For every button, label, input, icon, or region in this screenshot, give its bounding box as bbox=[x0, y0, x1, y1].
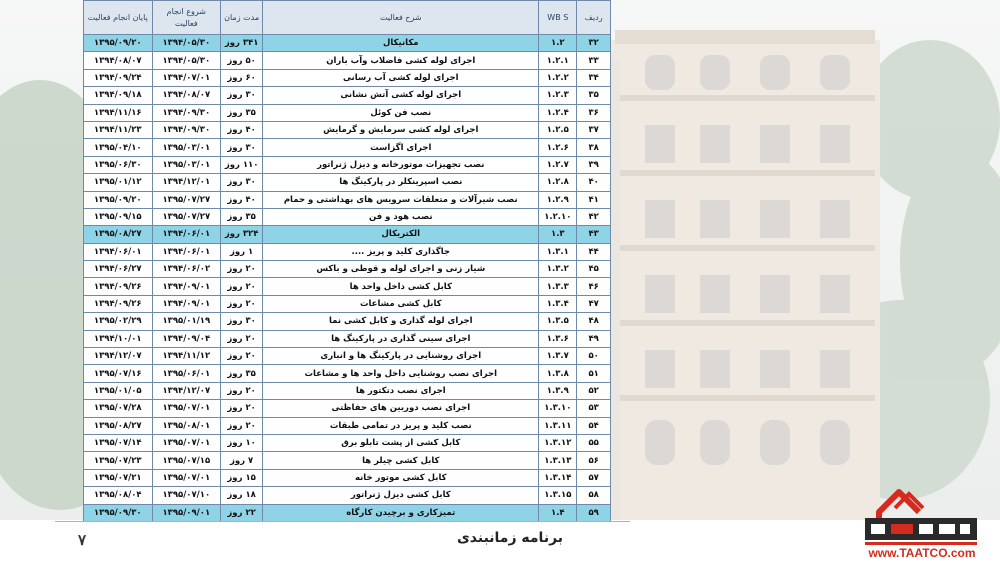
activity-cell: اجرای نصب روشنایی داخل واحد ها و مشاعات bbox=[263, 365, 539, 382]
table-row bbox=[84, 121, 611, 138]
end-date-cell: ۱۳۹۵/۰۷/۱۶ bbox=[84, 365, 153, 382]
table-row bbox=[84, 469, 611, 486]
start-date-cell: ۱۳۹۴/۰۵/۳۰ bbox=[152, 35, 221, 52]
row-number-cell: ۵۱ bbox=[577, 365, 611, 382]
row-number-cell: ۴۳ bbox=[577, 226, 611, 243]
header-start: شروع انجام فعالیت bbox=[152, 1, 221, 35]
footer-title: برنامه زمانبندی bbox=[456, 530, 564, 546]
activity-cell: نصب شیرآلات و متعلقات سرویس های بهداشتی و حمام bbox=[263, 191, 539, 208]
row-number-cell: ۳۹ bbox=[577, 156, 611, 173]
start-date-cell: ۱۳۹۴/۰۸/۰۷ bbox=[152, 87, 221, 104]
end-date-cell: ۱۳۹۵/۰۸/۲۷ bbox=[84, 226, 153, 243]
table-row bbox=[84, 261, 611, 278]
start-date-cell: ۱۳۹۵/۰۷/۱۵ bbox=[152, 452, 221, 469]
end-date-cell: ۱۳۹۵/۰۱/۰۵ bbox=[84, 382, 153, 399]
row-number-cell: ۵۷ bbox=[577, 469, 611, 486]
end-date-cell: ۱۳۹۴/۰۶/۲۷ bbox=[84, 261, 153, 278]
wbs-cell: ۱.۲.۱ bbox=[539, 52, 577, 69]
wbs-cell: ۱.۳.۱۳ bbox=[539, 452, 577, 469]
duration-cell: ۷ روز bbox=[221, 452, 263, 469]
duration-cell: ۳۴۱ روز bbox=[221, 35, 263, 52]
activity-cell: الکتریکال bbox=[263, 226, 539, 243]
row-number-cell: ۴۴ bbox=[577, 243, 611, 260]
start-date-cell: ۱۳۹۵/۰۳/۰۱ bbox=[152, 156, 221, 173]
start-date-cell: ۱۳۹۴/۰۹/۰۱ bbox=[152, 278, 221, 295]
duration-cell: ۱۸ روز bbox=[221, 487, 263, 504]
end-date-cell: ۱۳۹۴/۰۹/۱۸ bbox=[84, 87, 153, 104]
wbs-cell: ۱.۲.۲ bbox=[539, 69, 577, 86]
activity-cell: جاگذاری کلید و پریز .... bbox=[263, 243, 539, 260]
end-date-cell: ۱۳۹۴/۰۹/۲۶ bbox=[84, 278, 153, 295]
wbs-cell: ۱.۲.۸ bbox=[539, 174, 577, 191]
row-number-cell: ۵۳ bbox=[577, 400, 611, 417]
table-body bbox=[84, 35, 611, 522]
activity-cell: اجرای لوله کشی سرمایش و گرمایش bbox=[263, 121, 539, 138]
schedule-table bbox=[83, 0, 611, 522]
footer-divider bbox=[55, 521, 630, 522]
activity-cell: نصب اسپرینکلر در پارکینگ ها bbox=[263, 174, 539, 191]
end-date-cell: ۱۳۹۴/۱۰/۰۱ bbox=[84, 330, 153, 347]
wbs-cell: ۱.۲.۱۰ bbox=[539, 208, 577, 225]
duration-cell: ۴۰ روز bbox=[221, 191, 263, 208]
row-number-cell: ۳۸ bbox=[577, 139, 611, 156]
duration-cell: ۱ روز bbox=[221, 243, 263, 260]
start-date-cell: ۱۳۹۴/۰۶/۰۱ bbox=[152, 243, 221, 260]
row-number-cell: ۳۷ bbox=[577, 121, 611, 138]
table-row bbox=[84, 52, 611, 69]
end-date-cell: ۱۳۹۴/۰۶/۰۱ bbox=[84, 243, 153, 260]
wbs-cell: ۱.۲.۹ bbox=[539, 191, 577, 208]
row-number-cell: ۵۶ bbox=[577, 452, 611, 469]
activity-cell: نصب کلید و پریز در تمامی طبقات bbox=[263, 417, 539, 434]
activity-cell: اجرای لوله کشی فاضلاب وآب باران bbox=[263, 52, 539, 69]
start-date-cell: ۱۳۹۴/۰۶/۰۲ bbox=[152, 261, 221, 278]
activity-cell: نصب فن کوئل bbox=[263, 104, 539, 121]
duration-cell: ۳۰ روز bbox=[221, 139, 263, 156]
activity-cell: اجرای روشنایی در پارکینگ ها و انباری bbox=[263, 348, 539, 365]
table-row bbox=[84, 434, 611, 451]
start-date-cell: ۱۳۹۵/۰۷/۰۱ bbox=[152, 400, 221, 417]
start-date-cell: ۱۳۹۴/۰۹/۰۱ bbox=[152, 295, 221, 312]
row-number-cell: ۵۴ bbox=[577, 417, 611, 434]
row-number-cell: ۵۵ bbox=[577, 434, 611, 451]
end-date-cell: ۱۳۹۵/۰۲/۲۹ bbox=[84, 313, 153, 330]
row-number-cell: ۵۲ bbox=[577, 382, 611, 399]
row-number-cell: ۴۵ bbox=[577, 261, 611, 278]
activity-cell: مکانیکال bbox=[263, 35, 539, 52]
table-group-row bbox=[84, 226, 611, 243]
table-row bbox=[84, 417, 611, 434]
duration-cell: ۳۰ روز bbox=[221, 174, 263, 191]
table-row bbox=[84, 69, 611, 86]
wbs-cell: ۱.۳.۳ bbox=[539, 278, 577, 295]
table-row bbox=[84, 295, 611, 312]
wbs-cell: ۱.۲.۷ bbox=[539, 156, 577, 173]
activity-cell: شیار زنی و اجرای لوله و قوطی و باکس bbox=[263, 261, 539, 278]
start-date-cell: ۱۳۹۴/۱۲/۰۷ bbox=[152, 382, 221, 399]
end-date-cell: ۱۳۹۵/۰۴/۱۰ bbox=[84, 139, 153, 156]
duration-cell: ۳۵ روز bbox=[221, 208, 263, 225]
start-date-cell: ۱۳۹۵/۰۶/۰۱ bbox=[152, 365, 221, 382]
duration-cell: ۱۵ روز bbox=[221, 469, 263, 486]
activity-cell: کابل کشی موتور خانه bbox=[263, 469, 539, 486]
table-row bbox=[84, 104, 611, 121]
row-number-cell: ۴۷ bbox=[577, 295, 611, 312]
row-number-cell: ۴۲ bbox=[577, 208, 611, 225]
activity-cell: اجرای سینی گذاری در پارکینگ ها bbox=[263, 330, 539, 347]
activity-cell: کابل کشی مشاعات bbox=[263, 295, 539, 312]
page-number: ۷ bbox=[78, 532, 87, 549]
taat-house-logo-icon bbox=[857, 478, 982, 550]
start-date-cell: ۱۳۹۵/۰۸/۰۱ bbox=[152, 417, 221, 434]
duration-cell: ۳۰ روز bbox=[221, 87, 263, 104]
start-date-cell: ۱۳۹۵/۰۳/۰۱ bbox=[152, 139, 221, 156]
start-date-cell: ۱۳۹۴/۱۲/۰۱ bbox=[152, 174, 221, 191]
activity-cell: کابل کشی از پشت تابلو برق bbox=[263, 434, 539, 451]
end-date-cell: ۱۳۹۵/۰۷/۲۱ bbox=[84, 469, 153, 486]
duration-cell: ۲۰ روز bbox=[221, 400, 263, 417]
wbs-cell: ۱.۳.۱۲ bbox=[539, 434, 577, 451]
table-row bbox=[84, 243, 611, 260]
row-number-cell: ۵۹ bbox=[577, 504, 611, 521]
start-date-cell: ۱۳۹۵/۰۷/۱۰ bbox=[152, 487, 221, 504]
duration-cell: ۳۰ روز bbox=[221, 313, 263, 330]
activity-cell: اجرای لوله کشی آب رسانی bbox=[263, 69, 539, 86]
end-date-cell: ۱۳۹۵/۰۹/۲۰ bbox=[84, 191, 153, 208]
row-number-cell: ۳۳ bbox=[577, 52, 611, 69]
wbs-cell: ۱.۳.۱۴ bbox=[539, 469, 577, 486]
table-row bbox=[84, 208, 611, 225]
activity-cell: اجرای لوله گذاری و کابل کشی نما bbox=[263, 313, 539, 330]
wbs-cell: ۱.۳.۸ bbox=[539, 365, 577, 382]
table-row bbox=[84, 330, 611, 347]
end-date-cell: ۱۳۹۵/۰۶/۳۰ bbox=[84, 156, 153, 173]
header-duration: مدت زمان bbox=[221, 1, 263, 35]
row-number-cell: ۴۶ bbox=[577, 278, 611, 295]
start-date-cell: ۱۳۹۴/۱۱/۱۲ bbox=[152, 348, 221, 365]
wbs-cell: ۱.۳.۱۵ bbox=[539, 487, 577, 504]
header-row-number: ردیف bbox=[577, 1, 611, 35]
duration-cell: ۲۰ روز bbox=[221, 417, 263, 434]
wbs-cell: ۱.۲ bbox=[539, 35, 577, 52]
table-group-row bbox=[84, 35, 611, 52]
start-date-cell: ۱۳۹۴/۰۵/۳۰ bbox=[152, 52, 221, 69]
wbs-cell: ۱.۳.۹ bbox=[539, 382, 577, 399]
start-date-cell: ۱۳۹۴/۰۹/۰۴ bbox=[152, 330, 221, 347]
table-row bbox=[84, 139, 611, 156]
duration-cell: ۴۰ روز bbox=[221, 121, 263, 138]
header-wbs: WB S bbox=[539, 1, 577, 35]
table-row bbox=[84, 174, 611, 191]
end-date-cell: ۱۳۹۴/۱۱/۲۳ bbox=[84, 121, 153, 138]
start-date-cell: ۱۳۹۵/۰۷/۲۷ bbox=[152, 208, 221, 225]
row-number-cell: ۳۲ bbox=[577, 35, 611, 52]
wbs-cell: ۱.۳.۱۱ bbox=[539, 417, 577, 434]
end-date-cell: ۱۳۹۴/۱۱/۱۶ bbox=[84, 104, 153, 121]
table-row bbox=[84, 400, 611, 417]
activity-cell: اجرای نصب دوربین های حفاظتی bbox=[263, 400, 539, 417]
end-date-cell: ۱۳۹۵/۰۷/۲۸ bbox=[84, 400, 153, 417]
start-date-cell: ۱۳۹۴/۰۹/۳۰ bbox=[152, 104, 221, 121]
start-date-cell: ۱۳۹۴/۰۷/۰۱ bbox=[152, 69, 221, 86]
end-date-cell: ۱۳۹۵/۰۱/۱۲ bbox=[84, 174, 153, 191]
activity-cell: اجرای نصب دتکتور ها bbox=[263, 382, 539, 399]
activity-cell: تمیزکاری و برچیدن کارگاه bbox=[263, 504, 539, 521]
duration-cell: ۱۱۰ روز bbox=[221, 156, 263, 173]
header-activity: شرح فعالیت bbox=[263, 1, 539, 35]
row-number-cell: ۵۰ bbox=[577, 348, 611, 365]
table-header-row bbox=[84, 1, 611, 35]
end-date-cell: ۱۳۹۵/۰۷/۱۴ bbox=[84, 434, 153, 451]
end-date-cell: ۱۳۹۵/۰۷/۲۳ bbox=[84, 452, 153, 469]
duration-cell: ۲۲ روز bbox=[221, 504, 263, 521]
row-number-cell: ۵۸ bbox=[577, 487, 611, 504]
end-date-cell: ۱۳۹۴/۰۸/۰۷ bbox=[84, 52, 153, 69]
row-number-cell: ۴۰ bbox=[577, 174, 611, 191]
row-number-cell: ۳۶ bbox=[577, 104, 611, 121]
activity-cell: نصب تجهیزات موتورخانه و دیزل ژنراتور bbox=[263, 156, 539, 173]
table-row bbox=[84, 313, 611, 330]
duration-cell: ۲۰ روز bbox=[221, 330, 263, 347]
end-date-cell: ۱۳۹۵/۰۹/۳۰ bbox=[84, 504, 153, 521]
wbs-cell: ۱.۳.۴ bbox=[539, 295, 577, 312]
start-date-cell: ۱۳۹۵/۰۷/۰۱ bbox=[152, 469, 221, 486]
table-group-row bbox=[84, 504, 611, 521]
activity-cell: کابل کشی چیلر ها bbox=[263, 452, 539, 469]
duration-cell: ۲۰ روز bbox=[221, 348, 263, 365]
activity-cell: اجرای لوله کشی آتش نشانی bbox=[263, 87, 539, 104]
wbs-cell: ۱.۴ bbox=[539, 504, 577, 521]
header-end: پایان انجام فعالیت bbox=[84, 1, 153, 35]
wbs-cell: ۱.۳.۶ bbox=[539, 330, 577, 347]
row-number-cell: ۴۸ bbox=[577, 313, 611, 330]
wbs-cell: ۱.۳.۲ bbox=[539, 261, 577, 278]
duration-cell: ۶۰ روز bbox=[221, 69, 263, 86]
table-row bbox=[84, 278, 611, 295]
wbs-cell: ۱.۳.۵ bbox=[539, 313, 577, 330]
table-row bbox=[84, 191, 611, 208]
row-number-cell: ۳۵ bbox=[577, 87, 611, 104]
duration-cell: ۲۰ روز bbox=[221, 261, 263, 278]
end-date-cell: ۱۳۹۴/۰۹/۲۴ bbox=[84, 69, 153, 86]
end-date-cell: ۱۳۹۴/۱۲/۰۷ bbox=[84, 348, 153, 365]
wbs-cell: ۱.۲.۶ bbox=[539, 139, 577, 156]
table-row bbox=[84, 365, 611, 382]
start-date-cell: ۱۳۹۵/۰۷/۲۷ bbox=[152, 191, 221, 208]
wbs-cell: ۱.۳.۱۰ bbox=[539, 400, 577, 417]
wbs-cell: ۱.۲.۵ bbox=[539, 121, 577, 138]
activity-cell: نصب هود و فن bbox=[263, 208, 539, 225]
wbs-cell: ۱.۲.۳ bbox=[539, 87, 577, 104]
duration-cell: ۵۰ روز bbox=[221, 52, 263, 69]
end-date-cell: ۱۳۹۵/۰۹/۱۵ bbox=[84, 208, 153, 225]
activity-cell: کابل کشی داخل واحد ها bbox=[263, 278, 539, 295]
end-date-cell: ۱۳۹۴/۰۹/۲۶ bbox=[84, 295, 153, 312]
duration-cell: ۱۰ روز bbox=[221, 434, 263, 451]
duration-cell: ۲۰ روز bbox=[221, 278, 263, 295]
duration-cell: ۳۲۴ روز bbox=[221, 226, 263, 243]
table-row bbox=[84, 487, 611, 504]
start-date-cell: ۱۳۹۴/۰۶/۰۱ bbox=[152, 226, 221, 243]
activity-cell: اجرای اگزاست bbox=[263, 139, 539, 156]
row-number-cell: ۴۹ bbox=[577, 330, 611, 347]
row-number-cell: ۳۴ bbox=[577, 69, 611, 86]
end-date-cell: ۱۳۹۵/۰۸/۲۷ bbox=[84, 417, 153, 434]
end-date-cell: ۱۳۹۵/۰۸/۰۴ bbox=[84, 487, 153, 504]
table-row bbox=[84, 156, 611, 173]
start-date-cell: ۱۳۹۵/۰۹/۰۱ bbox=[152, 504, 221, 521]
duration-cell: ۳۵ روز bbox=[221, 365, 263, 382]
wbs-cell: ۱.۲.۴ bbox=[539, 104, 577, 121]
wbs-cell: ۱.۳ bbox=[539, 226, 577, 243]
duration-cell: ۲۰ روز bbox=[221, 295, 263, 312]
website-link[interactable]: www.TAATCO.com bbox=[868, 546, 976, 560]
duration-cell: ۲۰ روز bbox=[221, 382, 263, 399]
wbs-cell: ۱.۳.۱ bbox=[539, 243, 577, 260]
start-date-cell: ۱۳۹۵/۰۷/۰۱ bbox=[152, 434, 221, 451]
table-row bbox=[84, 348, 611, 365]
duration-cell: ۳۵ روز bbox=[221, 104, 263, 121]
table-row bbox=[84, 452, 611, 469]
wbs-cell: ۱.۳.۷ bbox=[539, 348, 577, 365]
row-number-cell: ۴۱ bbox=[577, 191, 611, 208]
table-row bbox=[84, 382, 611, 399]
table-row bbox=[84, 87, 611, 104]
activity-cell: کابل کشی دیزل ژنراتور bbox=[263, 487, 539, 504]
start-date-cell: ۱۳۹۵/۰۱/۱۹ bbox=[152, 313, 221, 330]
end-date-cell: ۱۳۹۵/۰۹/۲۰ bbox=[84, 35, 153, 52]
start-date-cell: ۱۳۹۴/۰۹/۳۰ bbox=[152, 121, 221, 138]
